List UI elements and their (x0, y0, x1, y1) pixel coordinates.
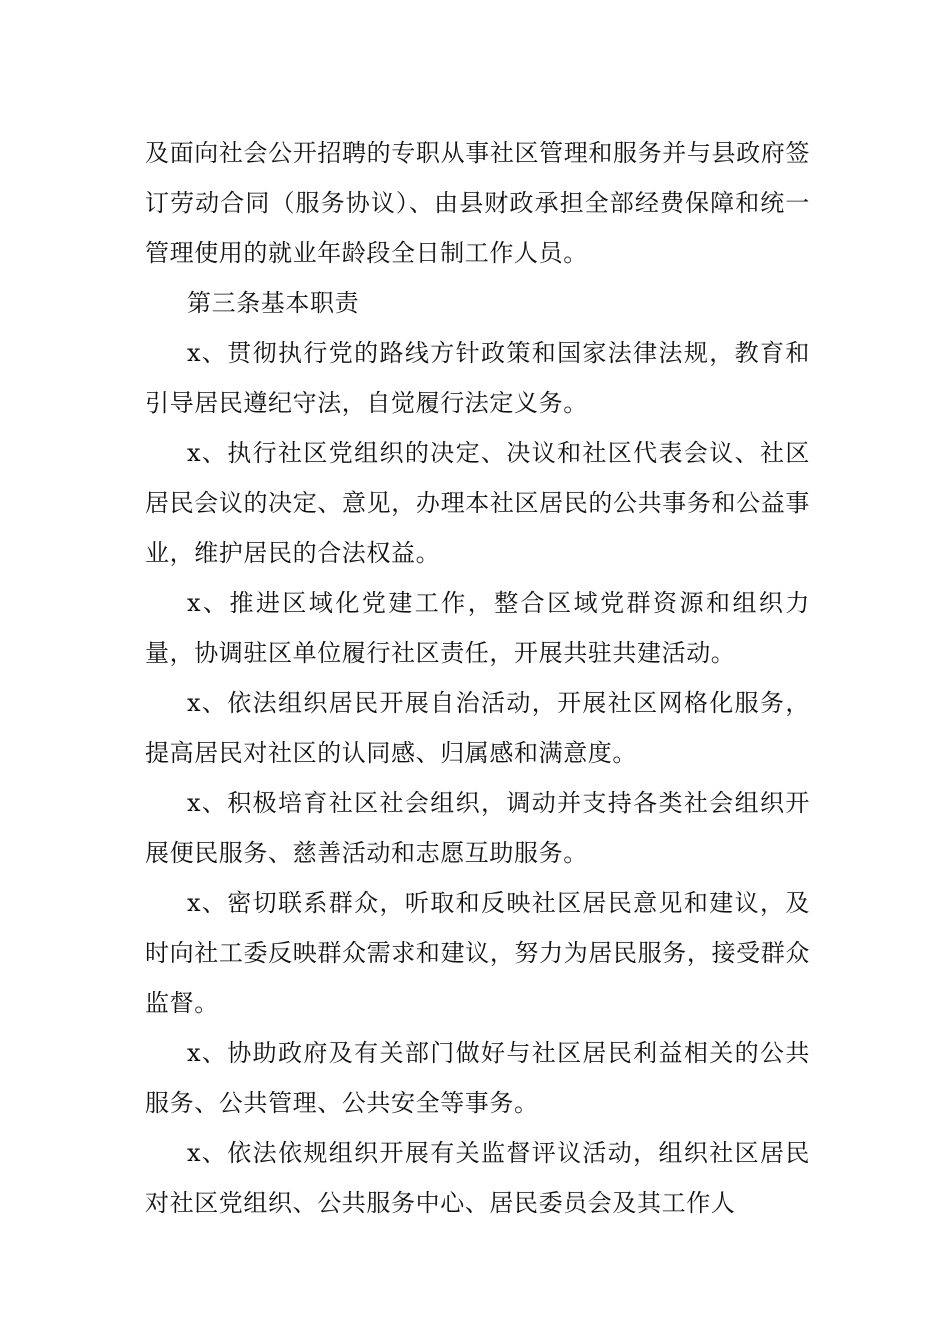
duty-item-6: x、密切联系群众，听取和反映社区居民意见和建议，及时向社工委反映群众需求和建议，努力为居民服务，接受群众监督。 (145, 889, 810, 1017)
duty-item-7: x、协助政府及有关部门做好与社区居民利益相关的公共服务、公共管理、公共安全等事务。 (145, 1039, 810, 1117)
section-heading-article-3: 第三条基本职责 (187, 289, 360, 317)
document-body (145, 128, 810, 1228)
duty-item-1: x、贯彻执行党的路线方针政策和国家法律法规，教育和引导居民遵纪守法，自觉履行法定义务。 (145, 339, 810, 417)
duty-item-5: x、积极培育社区社会组织，调动并支持各类社会组织开展便民服务、慈善活动和志愿互助服务。 (145, 789, 810, 867)
duty-item-3: x、推进区域化党建工作，整合区域党群资源和组织力量，协调驻区单位履行社区责任，开展共驻共建活动。 (145, 589, 810, 667)
duty-item-2: x、执行社区党组织的决定、决议和社区代表会议、社区居民会议的决定、意见，办理本社区居民的公共事务和公益事业，维护居民的合法权益。 (145, 439, 810, 567)
paragraph-continuation: 及面向社会公开招聘的专职从事社区管理和服务并与县政府签订劳动合同（服务协议）、由县财政承担全部经费保障和统一管理使用的就业年龄段全日制工作人员。 (145, 139, 810, 267)
duty-item-4: x、依法组织居民开展自治活动，开展社区网格化服务，提高居民对社区的认同感、归属感和满意度。 (145, 689, 810, 767)
duty-item-8: x、依法依规组织开展有关监督评议活动，组织社区居民对社区党组织、公共服务中心、居民委员会及其工作人 (145, 1139, 810, 1217)
